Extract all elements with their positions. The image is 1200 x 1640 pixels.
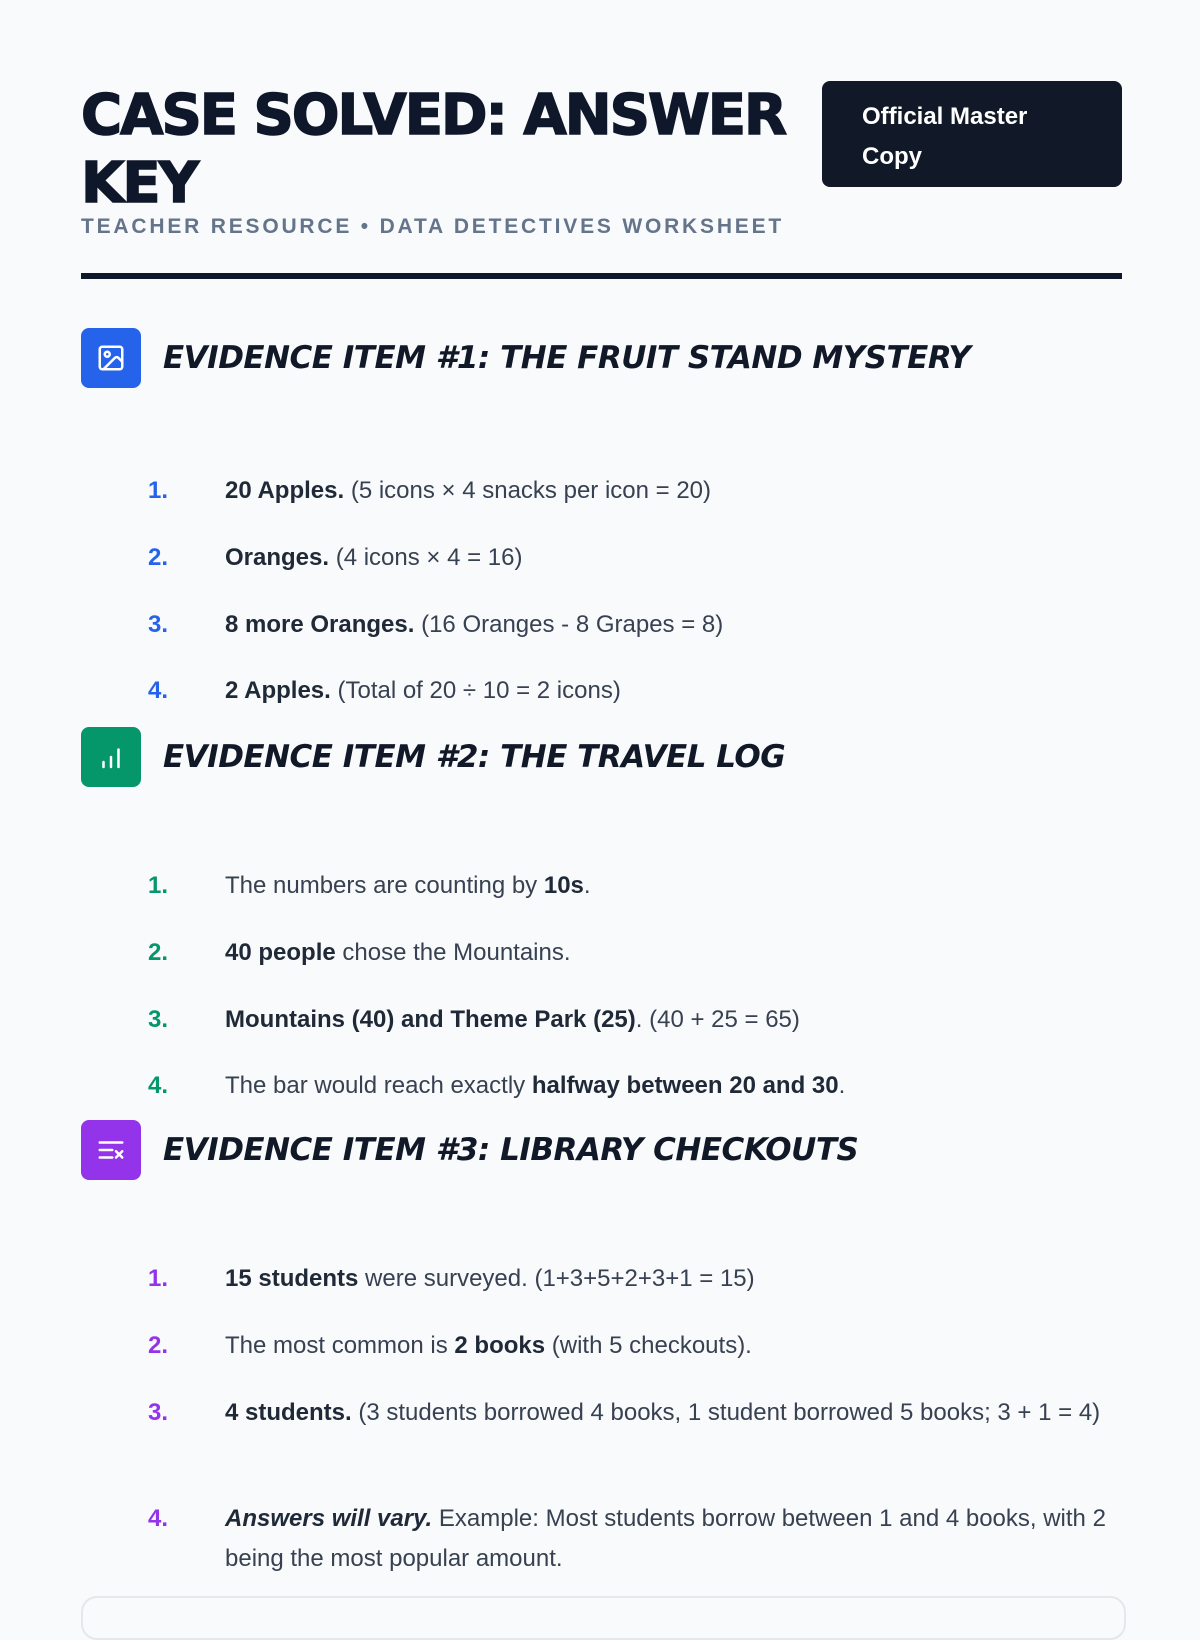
answer-number: 4. [148,1072,169,1099]
answer-number: 4. [148,677,169,704]
answer-number: 3. [148,611,169,638]
answer-text: The most common is 2 books (with 5 checkouts). [225,1332,752,1359]
answer-number: 2. [148,544,169,571]
section-title: EVIDENCE ITEM #1: THE FRUIT STAND MYSTERY [163,340,971,376]
answer-text: The numbers are counting by 10s. [225,872,591,899]
answer-number: 3. [148,1006,169,1033]
footer-box [81,1596,1126,1640]
image-icon [81,328,141,388]
section-title: EVIDENCE ITEM #3: LIBRARY CHECKOUTS [163,1132,859,1168]
master-copy-badge: Official Master Copy [822,81,1122,187]
list-clear-icon [81,1120,141,1180]
page-title: CASE SOLVED: ANSWER KEY [81,83,786,216]
answer-key-page [81,0,1122,1572]
section-header [81,727,1122,787]
bar-chart-icon [81,727,141,787]
answer-text: 40 people chose the Mountains. [225,939,571,966]
answer-number: 3. [148,1399,169,1426]
page-header [81,0,1122,285]
answer-text: Oranges. (4 icons × 4 = 16) [225,544,523,571]
section-header [81,328,1122,388]
answer-text: 2 Apples. (Total of 20 ÷ 10 = 2 icons) [225,677,621,704]
answer-number: 2. [148,1332,169,1359]
answer-text: 20 Apples. (5 icons × 4 snacks per icon = 20) [225,477,712,504]
answer-text: 8 more Oranges. (16 Oranges - 8 Grapes = 8) [225,611,724,638]
answer-text: The bar would reach exactly halfway between 20 and 30. [225,1072,846,1099]
answer-text: 15 students were surveyed. (1+3+5+2+3+1 = 15) [225,1265,755,1292]
answer-text: 4 students. (3 students borrowed 4 books, 1 student borrowed 5 books; 3 + 1 = 4) [225,1399,1101,1426]
answer-number: 1. [148,872,169,899]
evidence-section-1 [81,328,1122,704]
answer-number: 4. [148,1505,169,1532]
answer-number: 2. [148,939,169,966]
answer-text: Mountains (40) and Theme Park (25). (40 + 25 = 65) [225,1006,800,1033]
header-divider [81,273,1122,279]
section-title: EVIDENCE ITEM #2: THE TRAVEL LOG [163,739,786,775]
section-header [81,1120,1122,1180]
answer-number: 1. [148,1265,169,1292]
evidence-section-3 [81,1120,1122,1572]
evidence-section-2 [81,727,1122,1099]
answer-text: Answers will vary. Example: Most students borrow between 1 and 4 books, with 2 being the most popular amount. [225,1505,1106,1572]
answer-number: 1. [148,477,169,504]
page-subtitle: TEACHER RESOURCE • DATA DETECTIVES WORKSHEET [81,215,785,238]
